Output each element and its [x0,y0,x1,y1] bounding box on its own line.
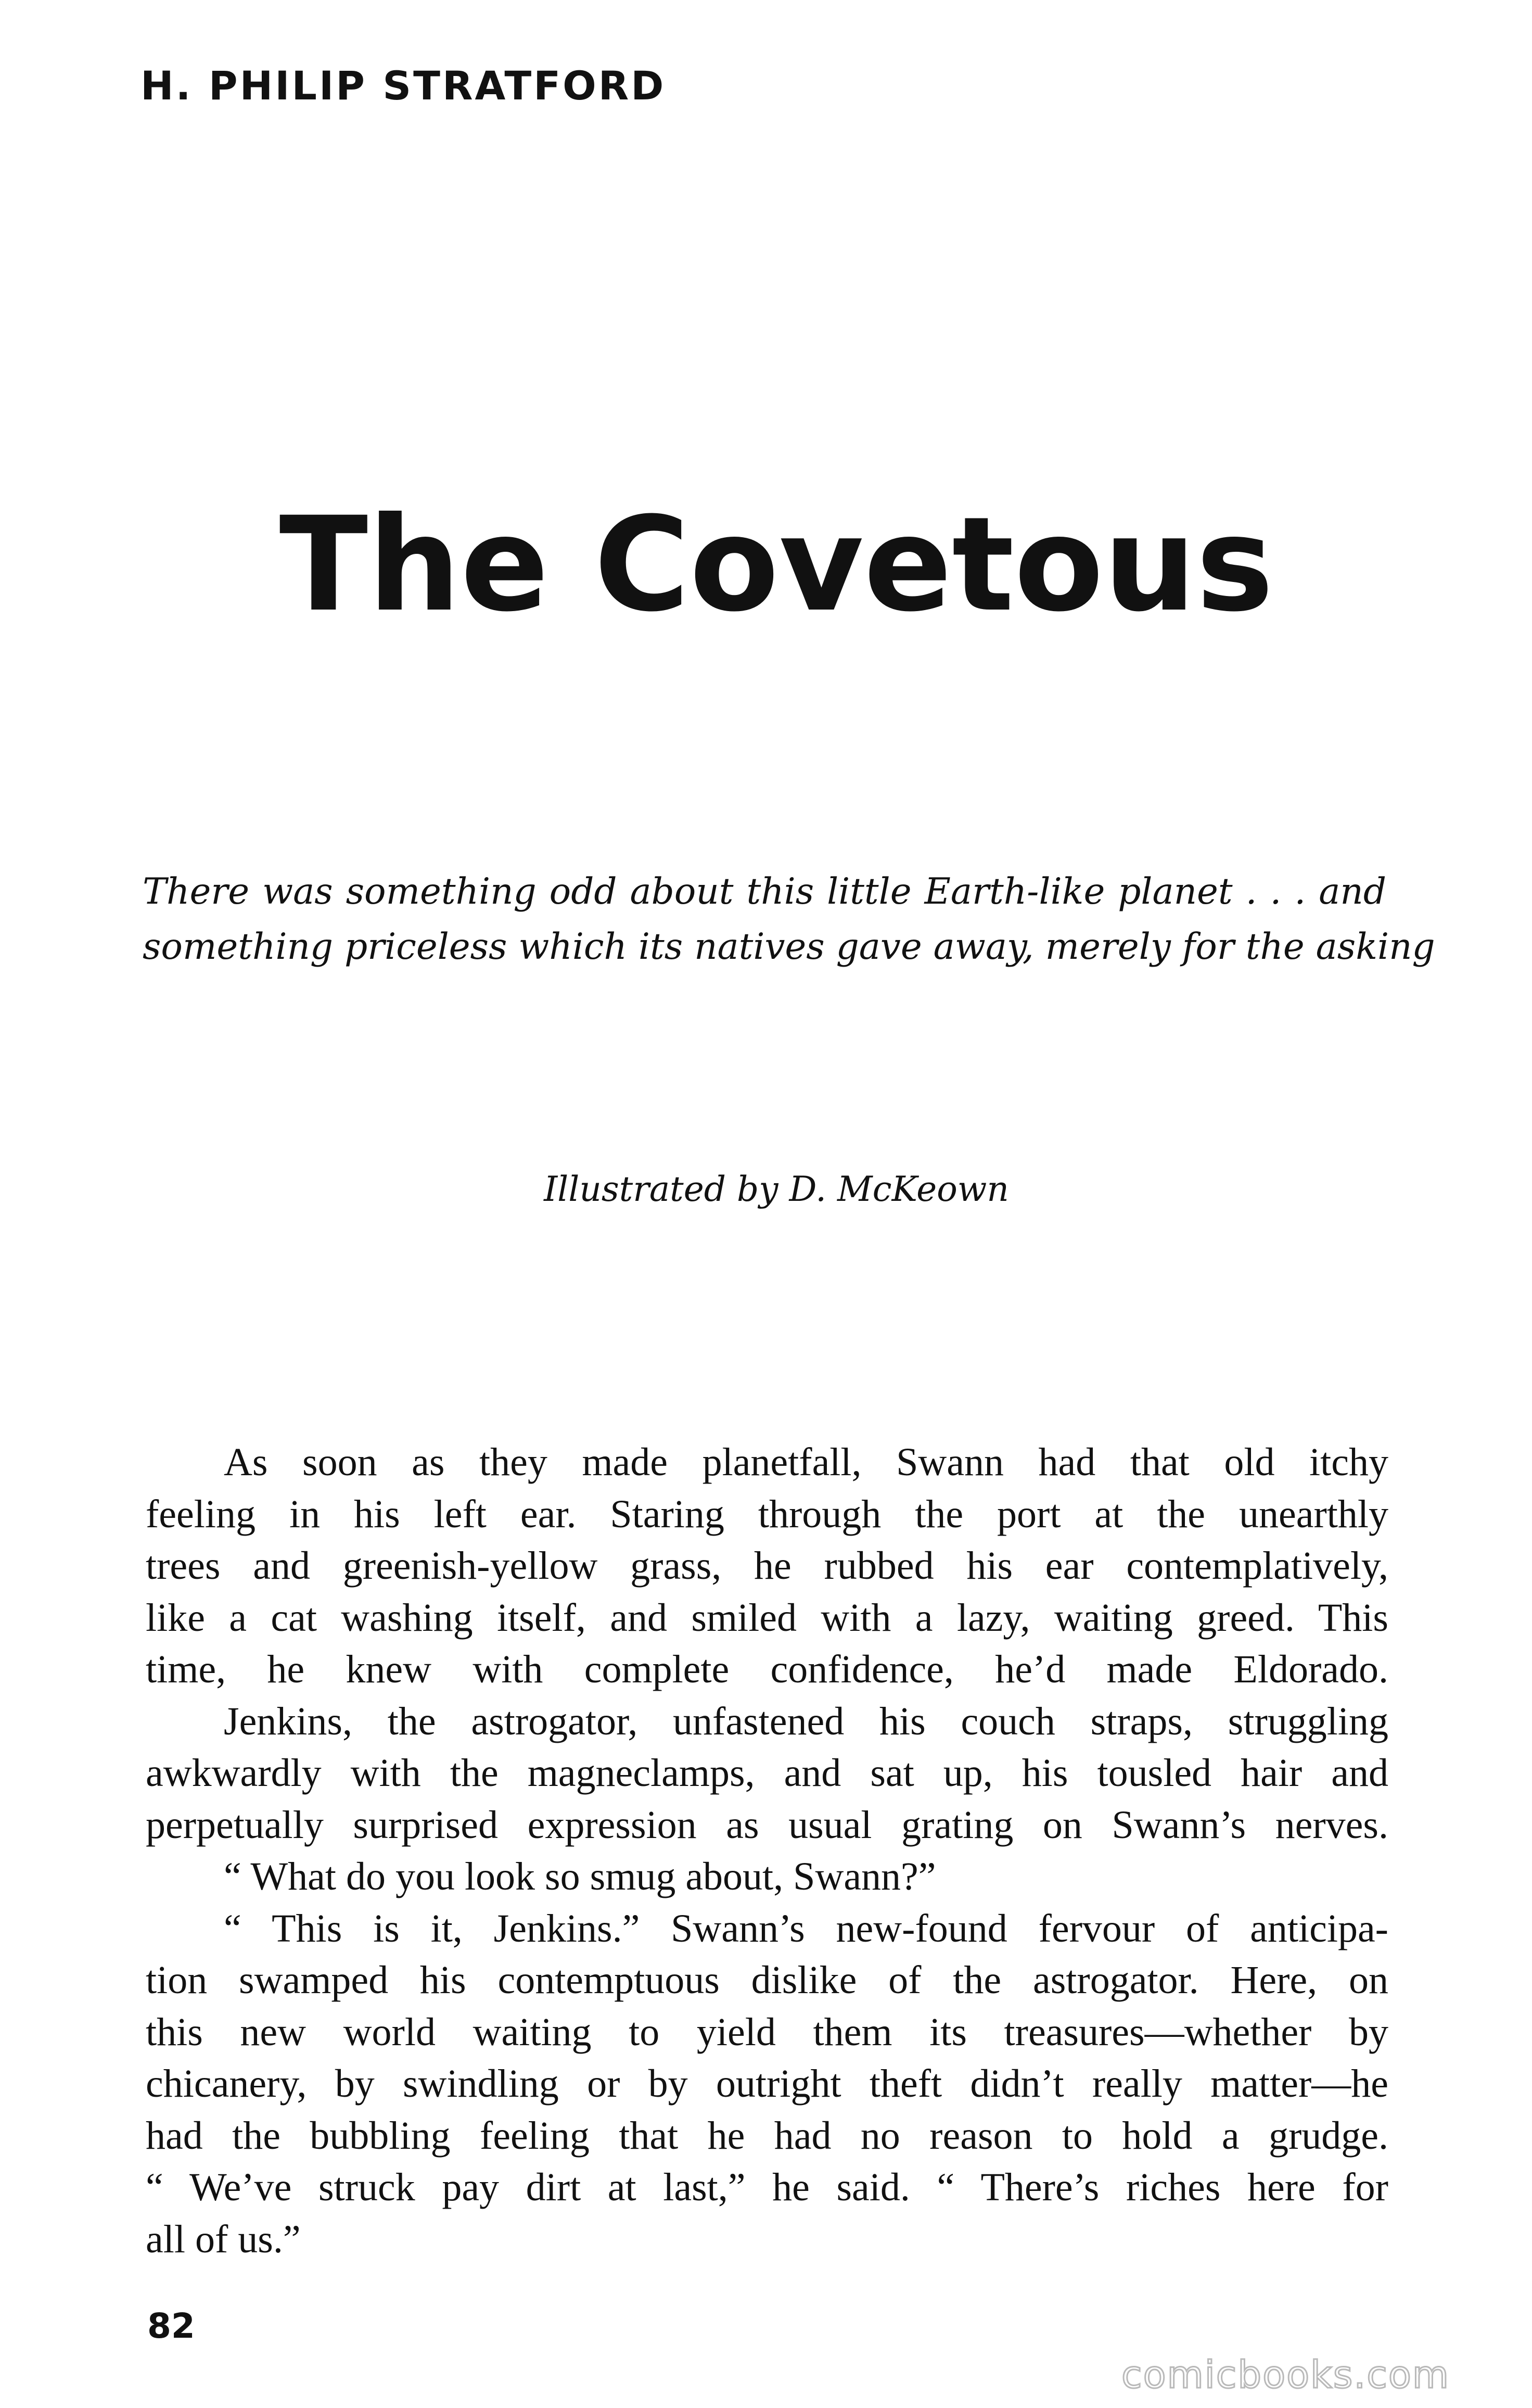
blurb-line: There was something odd about this little Earth-like planet . . . and [143,871,1386,912]
illustrator-credit: Illustrated by D. McKeown [544,1169,1009,1209]
story-body [146,1437,1388,2265]
body-line: trees and greenish-yellow grass, he rubbed his ear contemplatively, [146,1544,1388,1588]
body-line: chicanery, by swindling or by outright theft didn’t really matter—he [146,2062,1388,2106]
body-line: “ This is it, Jenkins.” Swann’s new-found fervour of anticipa- [224,1906,1388,1950]
body-line: awkwardly with the magneclamps, and sat up, his tousled hair and [146,1751,1388,1795]
body-line: this new world waiting to yield them its treasures—whether by [146,2010,1388,2054]
body-line: “ We’ve struck pay dirt at last,” he said. “ There’s riches here for [146,2165,1388,2209]
author-byline: H. PHILIP STRATFORD [141,62,666,109]
body-line: feeling in his left ear. Staring through the port at the unearthly [146,1492,1388,1536]
body-line: Jenkins, the astrogator, unfastened his couch straps, struggling [224,1699,1388,1743]
page-number: 82 [147,2306,195,2346]
body-line: like a cat washing itself, and smiled with a lazy, waiting greed. This [146,1595,1388,1640]
body-line: As soon as they made planetfall, Swann had that old itchy [224,1440,1388,1484]
body-line: time, he knew with complete confidence, he’d made Eldorado. [146,1647,1388,1691]
blurb-line: something priceless which its natives gave away, merely for the asking [143,926,1435,968]
body-line: tion swamped his contemptuous dislike of the astrogator. Here, on [146,1958,1388,2002]
story-blurb [143,864,1435,974]
body-line: had the bubbling feeling that he had no reason to hold a grudge. [146,2113,1388,2158]
body-line: perpetually surprised expression as usual grating on Swann’s nerves. [146,1803,1388,1847]
watermark-logo: comicbooks.com [1121,2353,1450,2397]
story-title: The Covetous [279,489,1274,640]
body-line: all of us.” [146,2217,301,2261]
body-line: “ What do you look so smug about, Swann?” [224,1855,936,1898]
